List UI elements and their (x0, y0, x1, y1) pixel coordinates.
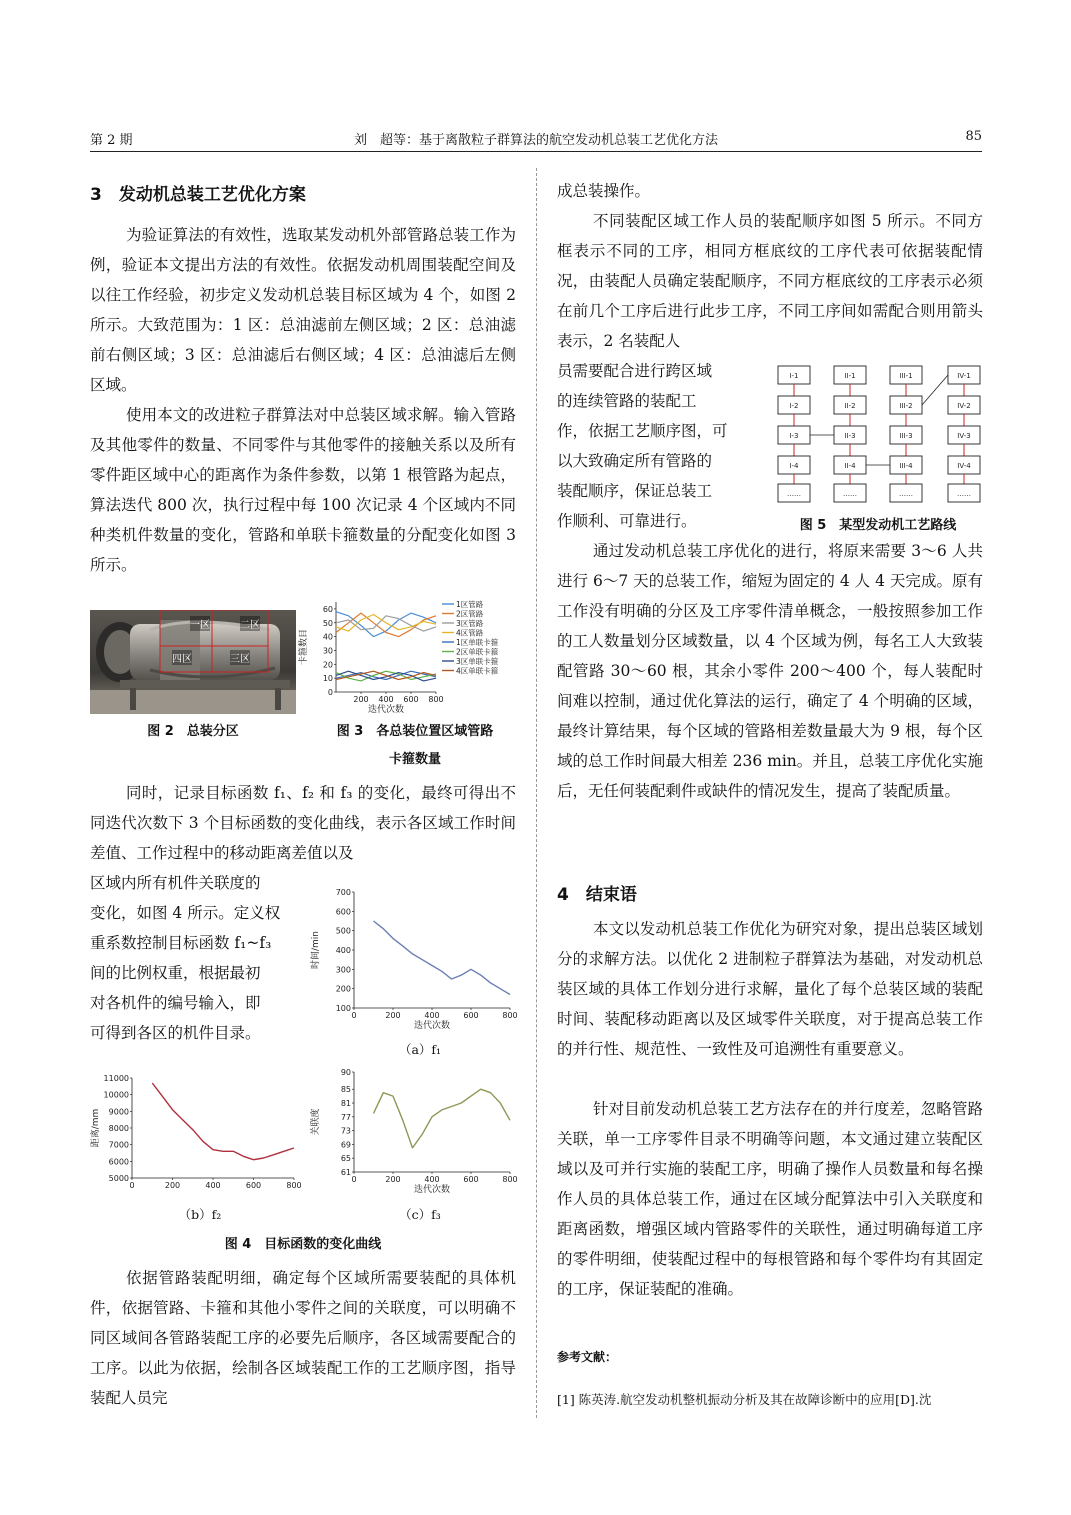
figure-4-caption: 图 4 目标函数的变化曲线 (224, 1237, 382, 1252)
figure-4c-label: （c）f₃ (399, 1207, 441, 1222)
figure-4b-chart (90, 1070, 304, 1200)
y-tick-label: 5000 (108, 1174, 129, 1183)
y-tick-label: 10000 (103, 1090, 129, 1100)
figure-3-caption-line2: 卡箍数量 (388, 752, 441, 767)
x-tick-label: 200 (385, 1011, 401, 1020)
legend-label: 3区单联卡箍 (456, 657, 499, 666)
process-node (890, 396, 922, 414)
legend-label: 4区单联卡箍 (456, 666, 499, 676)
node-label: III-3 (899, 432, 913, 440)
y-tick-label: 400 (335, 946, 351, 955)
engine-photo (90, 610, 296, 714)
x-tick-label: 800 (502, 1175, 518, 1184)
page-header (90, 127, 982, 152)
y-tick-label: 40 (322, 632, 333, 642)
node-label: …… (957, 490, 971, 498)
x-tick-label: 0 (129, 1181, 135, 1190)
section3-paragraph-3b (90, 868, 310, 1048)
x-tick-label: 200 (353, 695, 369, 704)
x-tick-label: 400 (205, 1181, 221, 1190)
process-node (890, 456, 922, 474)
node-label: II-2 (844, 402, 856, 410)
process-node (778, 456, 810, 474)
wrap-line: 作顺利、可靠进行。 (557, 512, 697, 530)
node-label: IV-3 (957, 432, 971, 440)
wrap-line: 员需要配合进行跨区域 (557, 362, 713, 380)
node-label: III-4 (899, 462, 913, 470)
legend-label: 1区单联卡箍 (456, 638, 499, 647)
right-paragraph-3: 本文以发动机总装工作优化为研究对象，提出总装区域划分的求解方法。以优化 2 进制粒子群算法为基础，对发动机总装区域的具体工作划分进行求解，量化了每个总装区域的装配时间、装配移动距离以及区域零件关联度，对于提高总装工作的并行性、规范性、一致性及可追溯性有重要意义。 (557, 920, 983, 1058)
figure-5-diagram (772, 360, 984, 508)
y-tick-label: 300 (335, 965, 351, 975)
y-axis-label: 关联度 (311, 1108, 321, 1136)
series-line (374, 921, 511, 995)
wrap-line: 重系数控制目标函数 f₁~f₃ (90, 934, 272, 952)
y-tick-label: 0 (327, 688, 333, 697)
process-node (834, 426, 866, 444)
x-tick-label: 200 (385, 1175, 401, 1184)
wrap-line: 变化，如图 4 所示。定义权 (90, 904, 281, 922)
figure-4c-chart (306, 1064, 522, 1206)
wrap-line: 可得到各区的机件目录。 (90, 1024, 261, 1042)
x-tick-label: 600 (463, 1175, 479, 1184)
y-tick-label: 50 (322, 618, 333, 628)
x-tick-label: 800 (286, 1181, 302, 1190)
y-tick-label: 11000 (103, 1074, 129, 1083)
y-tick-label: 60 (322, 604, 333, 614)
y-tick-label: 600 (335, 907, 351, 917)
node-label: …… (787, 490, 801, 498)
wrap-line: 的连续管路的装配工 (557, 392, 697, 410)
process-node (778, 426, 810, 444)
process-node (834, 396, 866, 414)
process-node (948, 426, 980, 444)
zone-label-2: 二区 (240, 616, 260, 631)
wrap-line: 对各机件的编号输入，即 (90, 994, 261, 1012)
figure-5-caption: 图 5 某型发动机工艺路线 (799, 518, 957, 533)
process-node (834, 456, 866, 474)
node-label: …… (843, 490, 857, 498)
process-node (778, 484, 810, 502)
running-title: 刘 超等：基于离散粒子群算法的航空发动机总装工艺优化方法 (353, 133, 718, 148)
right-paragraph-2: 通过发动机总装工序优化的进行，将原来需要 3～6 人共进行 6～7 天的总装工作，缩短为固定的 4 人 4 天完成。原有工作没有明确的分区及工序零件清单概念，一般按照参加工作的工人数量划分区域数量，以 4 个区域为例，每名工人大致装配管路 30～60 根，其余小零件 200～400 个，每人装配时间难以控制，通过优化算法的运行，确定了 4 个明确的区域，最终计算结果，每个区域的管路相差数量最大为 9 根，每个区域的总工作时间最大相差 236 min。并且，总装工序优化实施后，无任何装配剩件或缺件的情况发生，提高了装配质量。 (557, 542, 983, 800)
wrap-line: 作，依据工艺顺序图，可 (557, 422, 728, 440)
reference-1: [1] 陈英涛.航空发动机整机振动分析及其在故障诊断中的应用[D].沈 (557, 1392, 932, 1407)
x-tick-label: 0 (351, 1175, 357, 1184)
wrap-line: 区域内所有机件关联度的 (90, 874, 261, 892)
node-label: IV-4 (957, 462, 971, 470)
section3-paragraph-4: 依据管路装配明细，确定每个区域所需要装配的具体机件，依据管路、卡箍和其他小零件之间的关联度，可以明确不同区域间各管路装配工序的必要先后顺序，各区域需要配合的工序。以此为依据，绘制各区域装配工作的工艺顺序图，指导装配人员完 (90, 1269, 516, 1407)
section-4-heading: 4 结束语 (557, 885, 637, 905)
y-tick-label: 500 (335, 926, 351, 936)
issue-number: 第 2 期 (90, 133, 133, 148)
y-tick-label: 61 (340, 1168, 351, 1177)
figure-2-caption: 图 2 总装分区 (147, 724, 239, 739)
y-tick-label: 100 (335, 1004, 351, 1013)
process-node (834, 484, 866, 502)
wrap-line: 装配顺序，保证总装工 (557, 482, 713, 500)
y-tick-label: 30 (322, 646, 333, 656)
process-node (778, 366, 810, 384)
right-paragraph-4: 针对目前发动机总装工艺方法存在的并行度差，忽略管路关联，单一工序零件目录不明确等问题，本文通过建立装配区域以及可并行实施的装配工序，明确了操作人员数量和每名操作人员的具体总装工作，通过在区域分配算法中引入关联度和距离函数，增强区域内管路零件的关联性，通过明确每道工序的零件明细，使装配过程中的每根管路和每个零件均有其固定的工序，保证装配的准确。 (557, 1100, 983, 1298)
legend-label: 1区管路 (456, 600, 484, 609)
process-node (778, 396, 810, 414)
node-label: …… (899, 490, 913, 498)
figure-3-chart (296, 594, 522, 714)
section3-paragraph-3a: 同时，记录目标函数 f₁、f₂ 和 f₃ 的变化，最终可得出不同迭代次数下 3 个目标函数的变化曲线，表示各区域工作时间差值、工作过程中的移动距离差值以及 (90, 784, 516, 862)
node-label: III-2 (899, 402, 913, 410)
y-tick-label: 6000 (108, 1157, 129, 1167)
figure-4a-label: （a）f₁ (398, 1042, 442, 1057)
y-tick-label: 69 (340, 1140, 351, 1150)
y-tick-label: 9000 (108, 1107, 129, 1117)
y-axis-label: 卡箍数目 (299, 628, 309, 666)
legend-label: 2区管路 (456, 609, 484, 619)
figure-4b-label: （b）f₂ (178, 1207, 222, 1222)
node-label: I-4 (789, 462, 799, 470)
right-paragraph-0: 成总装操作。 (557, 182, 651, 200)
y-tick-label: 700 (335, 888, 351, 897)
node-label: II-4 (844, 462, 856, 470)
process-node (890, 426, 922, 444)
process-node (948, 366, 980, 384)
cross-link (922, 375, 948, 405)
section3-paragraph-2: 使用本文的改进粒子群算法对中总装区域求解。输入管路及其他零件的数量、不同零件与其他零件的接触关系以及所有零件距区域中心的距离作为条件参数，以第 1 根管路为起点，算法迭代 800 次，执行过程中每 100 次记录 4 个区域内不同种类机件数量的变化，管路和单联卡箍数量的分配变化如图 3 所示。 (90, 406, 516, 574)
node-label: IV-1 (957, 372, 971, 380)
zone-label-1: 一区 (190, 616, 210, 631)
y-tick-label: 200 (335, 984, 351, 994)
y-tick-label: 90 (340, 1068, 351, 1077)
node-label: I-1 (789, 372, 799, 380)
x-axis-label: 迭代次数 (367, 705, 405, 714)
y-tick-label: 10 (322, 674, 333, 684)
x-tick-label: 400 (424, 1175, 440, 1184)
figure-4a-chart (306, 884, 522, 1036)
y-axis-label: 时间/min (311, 930, 321, 970)
zone-label-3: 三区 (230, 650, 250, 665)
zone-label-4: 四区 (172, 650, 192, 665)
y-tick-label: 7000 (108, 1140, 129, 1150)
y-tick-label: 65 (340, 1154, 351, 1164)
process-node (948, 484, 980, 502)
y-tick-label: 73 (340, 1126, 351, 1136)
right-paragraph-1b (557, 356, 761, 536)
x-tick-label: 400 (424, 1011, 440, 1020)
x-tick-label: 800 (428, 695, 444, 704)
references-heading: 参考文献： (557, 1350, 618, 1364)
right-paragraph-1a: 不同装配区域工作人员的装配顺序如图 5 所示。不同方框表示不同的工序，相同方框底纹的工序代表可依据装配情况，由装配人员确定装配顺序，不同方框底纹的工序表示必须在前几个工序后进行此步工序，不同工序间如需配合则用箭头表示，2 名装配人 (557, 212, 983, 350)
x-tick-label: 600 (463, 1011, 479, 1020)
page-number: 85 (965, 129, 982, 144)
y-tick-label: 77 (340, 1112, 351, 1122)
node-label: III-1 (899, 372, 913, 380)
process-node (948, 396, 980, 414)
y-axis-label: 距离/mm (91, 1108, 101, 1148)
node-label: I-2 (789, 402, 799, 410)
y-tick-label: 85 (340, 1085, 351, 1095)
series-line (152, 1083, 294, 1160)
wrap-line: 以大致确定所有管路的 (557, 452, 713, 470)
node-label: II-1 (844, 372, 856, 380)
x-axis-label: 迭代次数 (413, 1185, 451, 1195)
y-tick-label: 20 (322, 660, 333, 670)
node-label: IV-2 (957, 402, 971, 410)
legend-label: 3区管路 (456, 619, 484, 628)
y-tick-label: 81 (340, 1099, 351, 1109)
section-3-heading: 3 发动机总装工艺优化方案 (90, 185, 306, 205)
figure-3-caption-line1: 图 3 各总装位置区域管路 (336, 724, 494, 739)
x-tick-label: 600 (245, 1181, 262, 1190)
node-label: II-3 (844, 432, 856, 440)
series-line (374, 1089, 511, 1148)
x-tick-label: 0 (351, 1011, 357, 1020)
x-tick-label: 600 (403, 695, 419, 704)
wrap-line: 间的比例权重，根据最初 (90, 964, 261, 982)
legend-label: 2区单联卡箍 (456, 647, 499, 657)
column-divider (536, 168, 537, 1418)
legend-label: 4区管路 (456, 628, 484, 638)
node-label: I-3 (789, 432, 799, 440)
x-tick-label: 200 (164, 1181, 181, 1190)
x-tick-label: 800 (502, 1011, 518, 1020)
y-tick-label: 8000 (108, 1124, 129, 1133)
process-node (948, 456, 980, 474)
process-node (890, 484, 922, 502)
section3-paragraph-1: 为验证算法的有效性，选取某发动机外部管路总装工作为例，验证本文提出方法的有效性。依据发动机周围装配空间及以往工作经验，初步定义发动机总装目标区域为 4 个，如图 2 所示。大致范围为：1 区：总油滤前左侧区域；2 区：总油滤前右侧区域；3 区：总油滤后右侧区域；4 区：总油滤后左侧区域。 (90, 226, 516, 394)
process-node (834, 366, 866, 384)
process-node (890, 366, 922, 384)
x-axis-label: 迭代次数 (413, 1021, 451, 1031)
x-tick-label: 400 (378, 695, 394, 704)
